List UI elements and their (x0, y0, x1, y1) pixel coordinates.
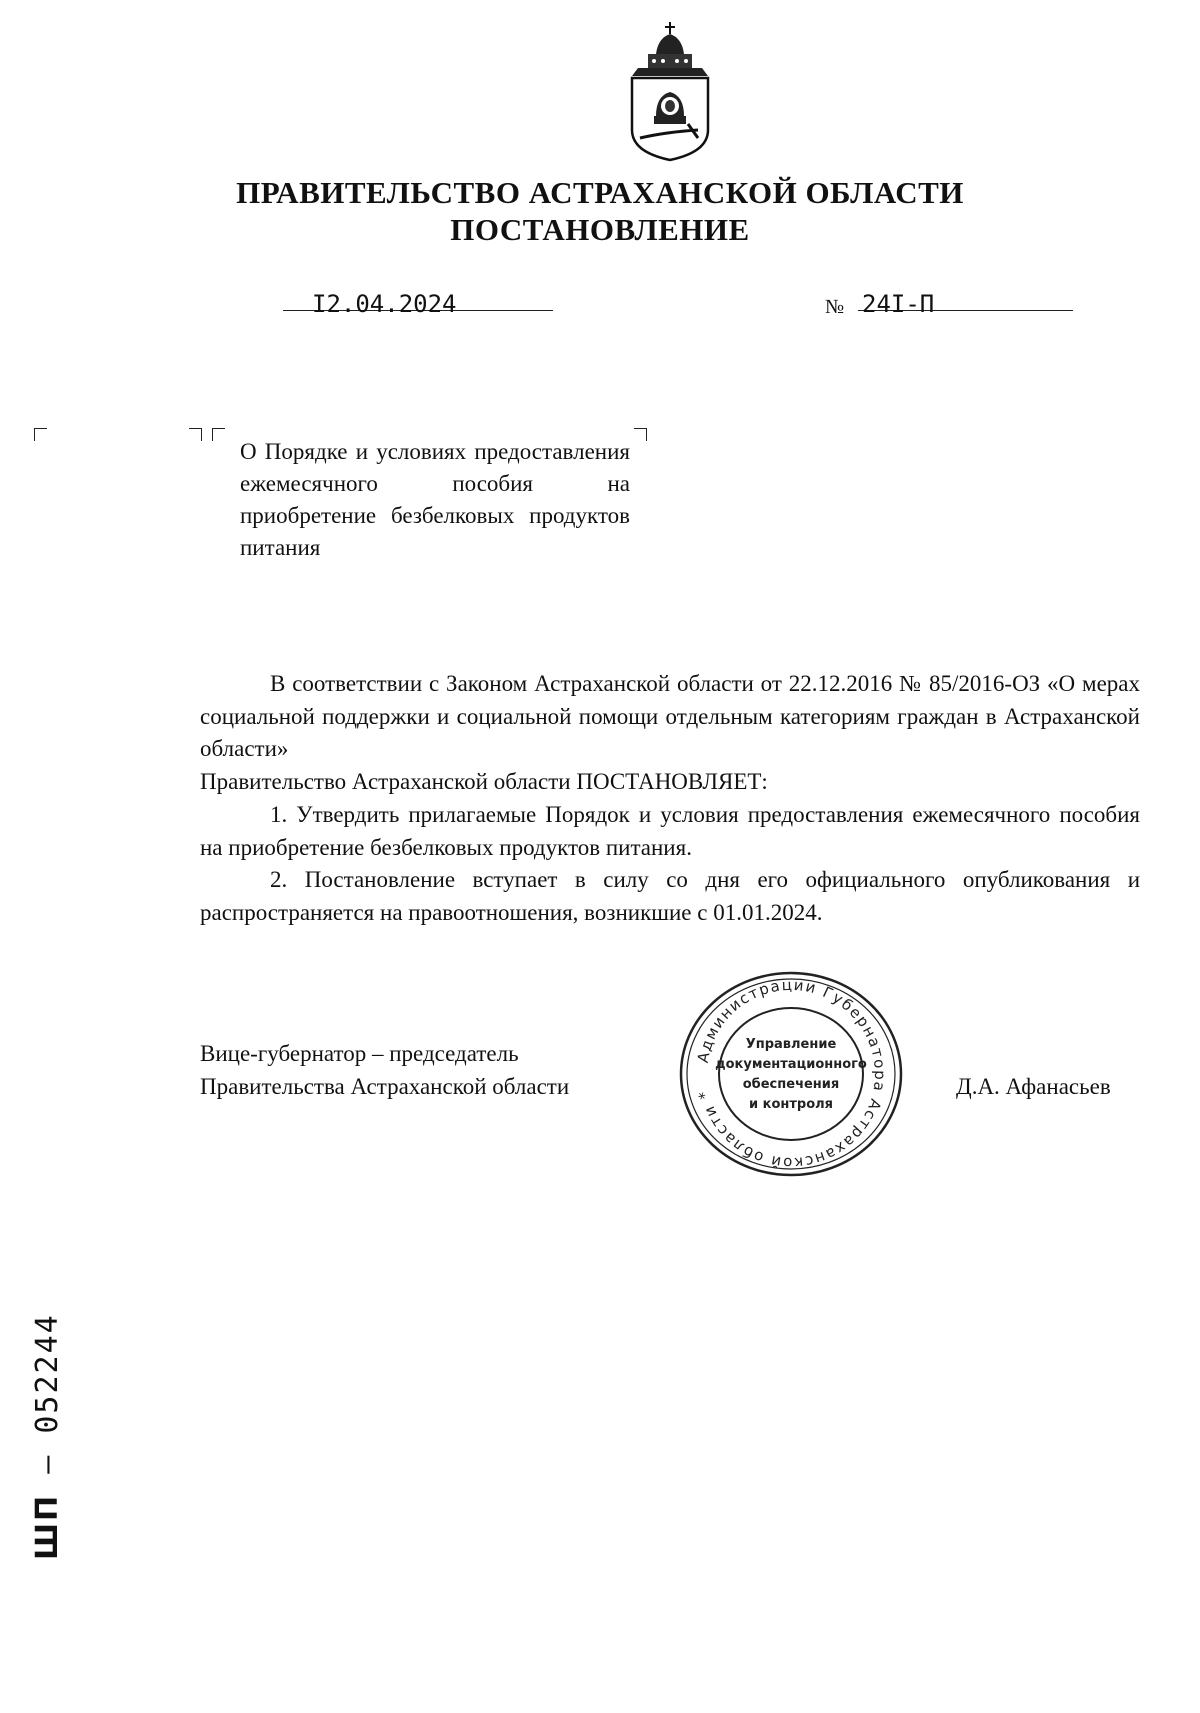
margin-code-number: 052244 (30, 1313, 65, 1434)
preamble-paragraph: В соответствии с Законом Астраханской области от 22.12.2016 № 85/2016-ОЗ «О мерах социальной поддержки и социальной помощи отдельным категориям граждан в Астраханской области» (200, 671, 1140, 761)
margin-code-dash: – (30, 1433, 65, 1494)
signatory-position-line: Правительства Астраханской области (200, 1074, 570, 1099)
document-title: О Порядке и условиях предоставления ежемесячного пособия на приобретение безбелковых продуктов питания (240, 439, 630, 560)
signatory-name: Д.А. Афанасьев (956, 1074, 1111, 1099)
margin-code-prefix: ШП (30, 1493, 65, 1560)
document-date: I2.04.2024 (312, 290, 457, 318)
signatory-position (200, 1037, 569, 1103)
item-2-paragraph: 2. Постановление вступает в силу со дня его официального опубликования и распространяется на правоотношения, возникшие с 01.01.2024. (200, 867, 1140, 925)
margin-corner-mark (34, 428, 47, 441)
document-type-heading: ПОСТАНОВЛЕНИЕ (450, 212, 750, 247)
signatory-position-line: Вице-губернатор – председатель (200, 1041, 519, 1066)
coat-of-arms-emblem (626, 20, 714, 162)
stamp-center-line: обеспечения (742, 1077, 840, 1092)
svg-text:Администрации Губернатора Астр (694, 976, 889, 1172)
title-bracket-corner (189, 428, 202, 441)
title-bracket-corner (212, 428, 225, 441)
official-stamp (676, 968, 906, 1180)
stamp-center-line: и контроля (748, 1097, 834, 1112)
stamp-center-line: документационного (715, 1057, 867, 1072)
document-number: 24I-П (862, 290, 935, 318)
stamp-ring-text: Администрации Губернатора Астраханской области * (693, 975, 890, 1173)
stamp-center-line: Управление (745, 1037, 837, 1052)
organization-heading: ПРАВИТЕЛЬСТВО АСТРАХАНСКОЙ ОБЛАСТИ (236, 175, 964, 210)
number-sign: № (825, 296, 845, 318)
item-1-paragraph: 1. Утвердить прилагаемые Порядок и условия предоставления ежемесячного пособия на приобретение безбелковых продуктов питания. (200, 802, 1140, 860)
margin-registration-code (30, 1313, 277, 1595)
title-bracket-corner (634, 428, 647, 441)
resolution-clause: Правительство Астраханской области ПОСТАНОВЛЯЕТ: (200, 769, 768, 794)
